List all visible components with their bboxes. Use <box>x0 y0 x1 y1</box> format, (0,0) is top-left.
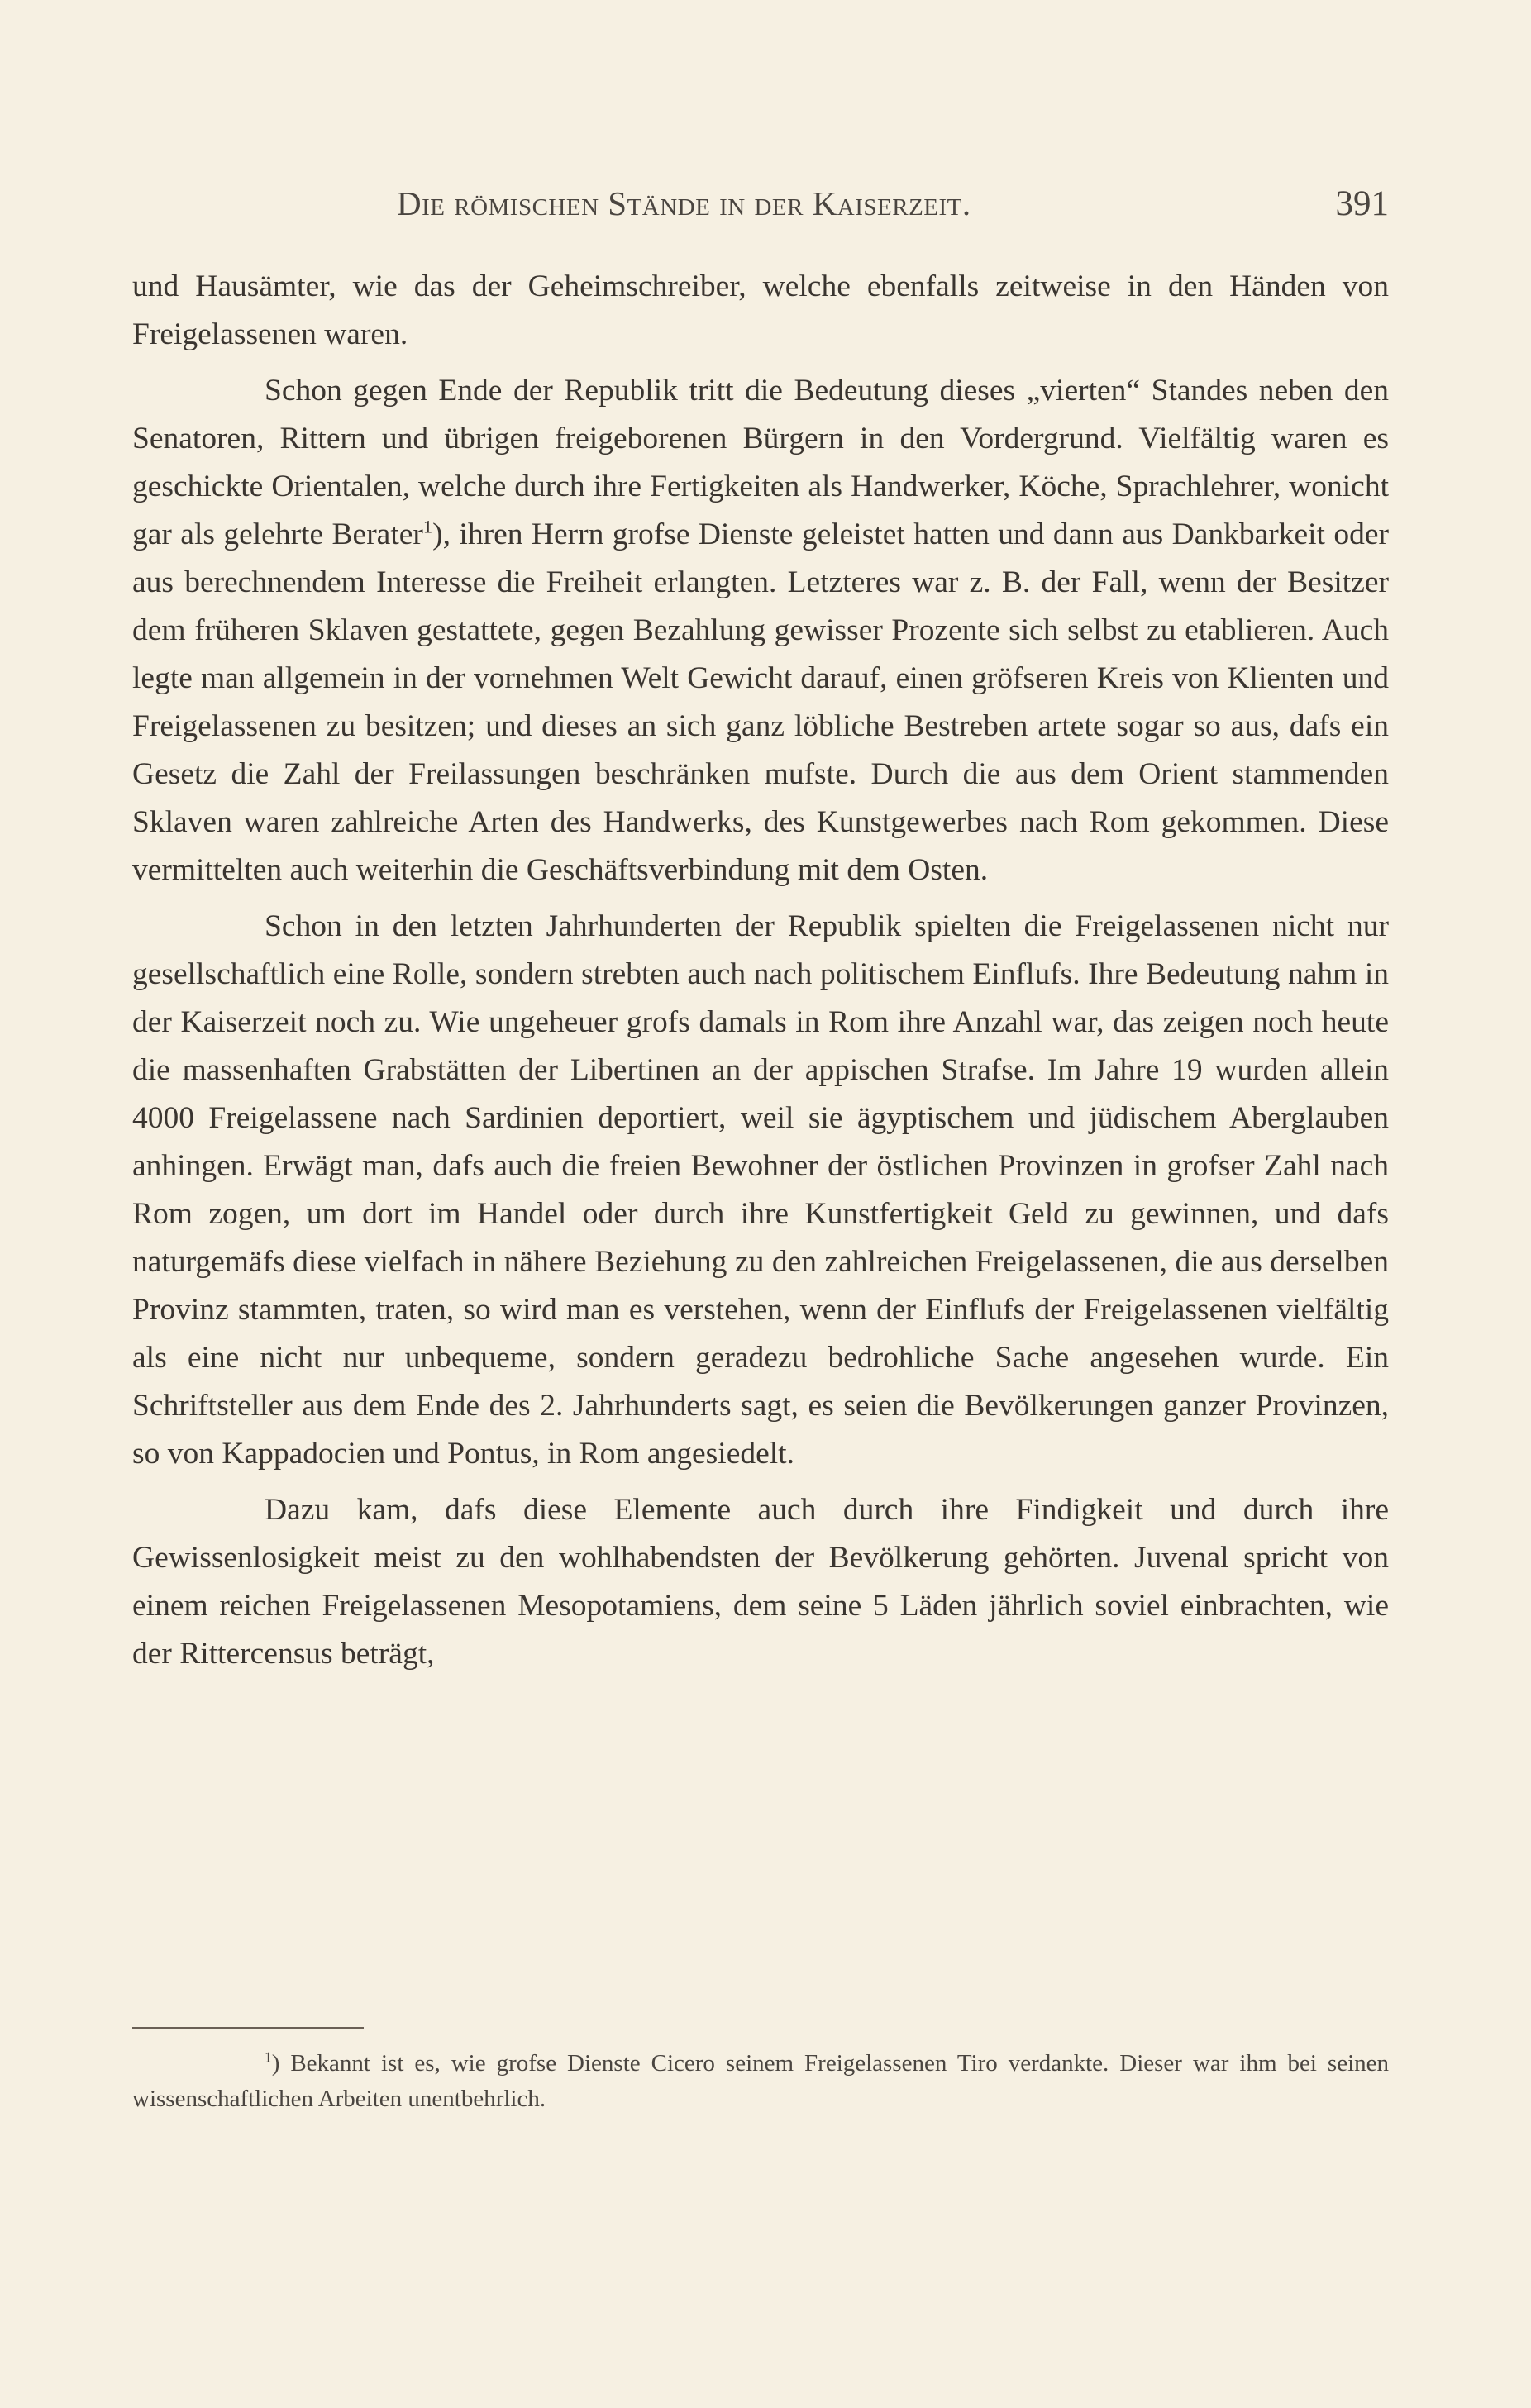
running-title: Die römischen Stände in der Kaiserzeit. <box>397 184 971 222</box>
paragraph-vierter-stand <box>132 367 1389 894</box>
footnote-divider <box>132 2027 364 2029</box>
main-text <box>132 263 1389 1678</box>
paragraph-continued: und Hausämter, wie das der Geheimschreiber, welche ebenfalls zeitweise in den Händen von Freigelassenen waren. <box>132 269 1389 351</box>
paragraph-text: Schon gegen Ende der Republik tritt die Bedeutung dieses „vierten“ Standes neben den Senatoren, Rittern und übrigen freigeborenen Bürgern in den Vordergrund. Vielfältig waren es geschickte Orientalen, welche durch ihre Fertigkeiten als Handwerker, Köche, Sprachlehrer, wonicht gar als gelehrte Berater <box>132 374 1389 551</box>
footnote-reference: 1 <box>422 516 433 537</box>
paragraph-politischer-einfluss: Schon in den letzten Jahrhunderten der Republik spielten die Freigelassenen nicht nur gesellschaftlich eine Rolle, sondern strebten auch nach politischem Einflufs. Ihre Bedeutung nahm in der Kaiserzeit noch zu. Wie ungeheuer grofs damals in Rom ihre Anzahl war, das zeigen noch heute die massenhaften Grabstätten der Libertinen an der appischen Strafse. Im Jahre 19 wurden allein 4000 Freigelassene nach Sardinien deportiert, weil sie ägyptischem und jüdischem Aberglauben anhingen. Erwägt man, dafs auch die freien Bewohner der östlichen Provinzen in grofser Zahl nach Rom zogen, um dort im Handel oder durch ihre Kunstfertigkeit Geld zu gewinnen, und dafs naturgemäfs diese vielfach in nähere Beziehung zu den zahlreichen Freigelassenen, die aus derselben Provinz stammten, traten, so wird man es verstehen, wenn der Einflufs der Freigelassenen vielfältig als eine nicht nur unbequeme, sondern geradezu bedrohliche Sache angesehen wurde. Ein Schriftsteller aus dem Ende des 2. Jahrhunderts sagt, es seien die Bevölkerungen ganzer Provinzen, so von Kappadocien und Pontus, in Rom angesiedelt. <box>132 909 1389 1471</box>
paragraph-wohlstand: Dazu kam, dafs diese Elemente auch durch ihre Findigkeit und durch ihre Gewissenlosigkeit meist zu den wohlhabendsten der Bevölkerung gehörten. Juvenal spricht von einem reichen Freigelassenen Mesopotamiens, dem seine 5 Läden jährlich soviel einbrachten, wie der Rittercensus beträgt, <box>132 1493 1389 1671</box>
paragraph-text: ), ihren Herrn grofse Dienste geleistet hatten und dann aus Dankbarkeit oder aus berechnendem Interesse die Freiheit erlangten. Letzteres war z. B. der Fall, wenn der Besitzer dem früheren Sklaven gestattete, gegen Bezahlung gewisser Prozente sich selbst zu etablieren. Auch legte man allgemein in der vornehmen Welt Gewicht darauf, einen gröfseren Kreis von Klienten und Freigelassenen zu besitzen; und dieses an sich ganz löbliche Bestreben artete sogar so aus, dafs ein Gesetz die Zahl der Freilassungen beschränken mufste. Durch die aus dem Orient stammenden Sklaven waren zahlreiche Arten des Handwerks, des Kunstgewerbes nach Rom gekommen. Diese vermittelten auch weiterhin die Geschäftsverbindung mit dem Osten. <box>132 517 1390 887</box>
page-header <box>132 184 1389 233</box>
page-number: 391 <box>1335 184 1389 223</box>
footnote <box>132 2046 1389 2117</box>
footnote-text: ) Bekannt ist es, wie grofse Dienste Cicero seinem Freigelassenen Tiro verdankte. Dieser war ihm bei seinen wissenschaftlichen Arbeiten unentbehrlich. <box>132 2050 1389 2112</box>
footnote-marker: 1 <box>265 2048 272 2066</box>
